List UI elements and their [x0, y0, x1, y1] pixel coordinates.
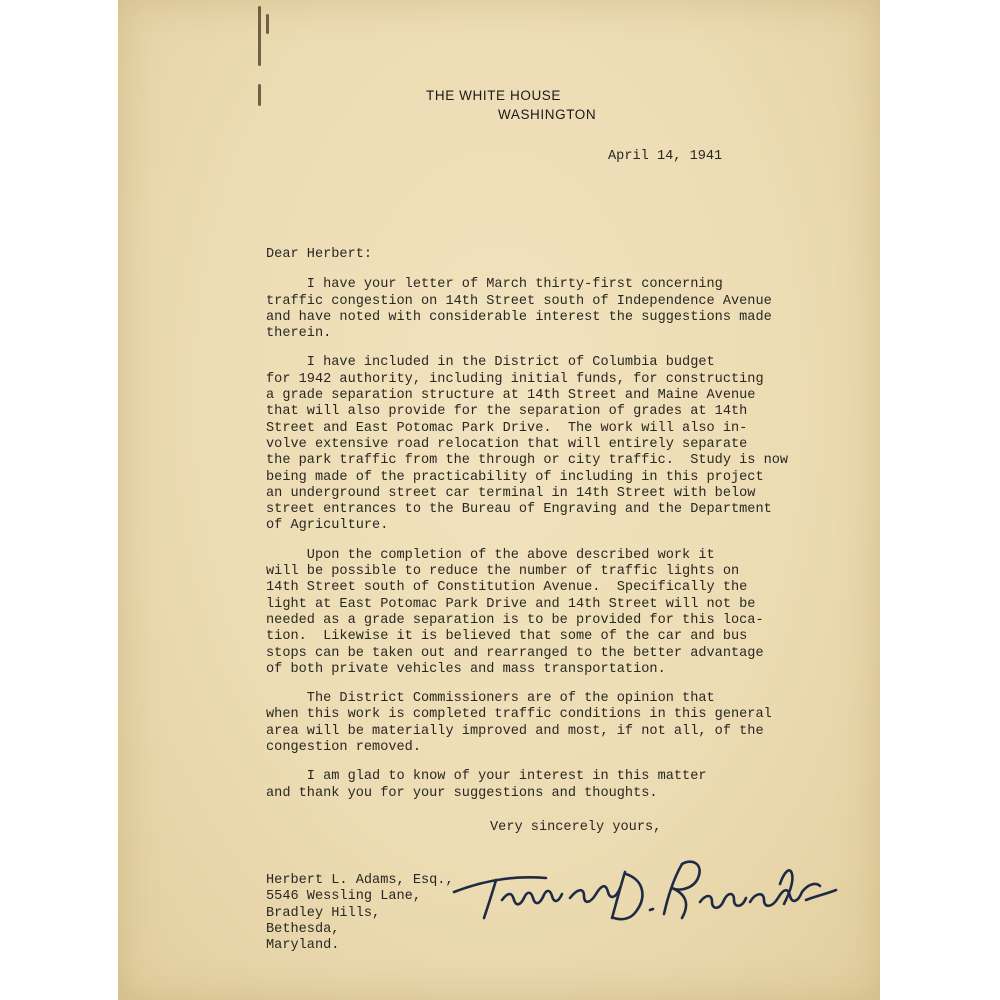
paragraph-line: I have included in the District of Columbia budget — [266, 355, 715, 371]
paragraph-line: street entrances to the Bureau of Engraving and the Department — [266, 502, 772, 518]
complimentary-closing: Very sincerely yours, — [490, 820, 662, 835]
paragraph-line: I am glad to know of your interest in this matter — [266, 769, 707, 785]
paragraph-line: a grade separation structure at 14th Street and Maine Avenue — [266, 388, 756, 404]
address-line: Maryland. — [266, 938, 340, 954]
paragraph-line: stops can be taken out and rearranged to the better advantage — [266, 645, 764, 661]
recipient-address — [266, 873, 454, 954]
paragraph-line: Upon the completion of the above described work it — [266, 547, 715, 563]
paragraph-line: an underground street car terminal in 14th Street with below — [266, 485, 756, 501]
paragraph-line: Street and East Potomac Park Drive. The work will also in- — [266, 420, 748, 436]
paragraph-line: needed as a grade separation is to be provided for this loca- — [266, 612, 764, 628]
paragraph-line: when this work is completed traffic conditions in this general — [266, 707, 772, 723]
staple-mark-1 — [258, 6, 261, 66]
salutation: Dear Herbert: — [266, 247, 373, 262]
signature-image — [450, 848, 845, 928]
paragraph — [266, 548, 846, 678]
staple-mark-2 — [266, 14, 269, 34]
paragraph-line: for 1942 authority, including initial funds, for constructing — [266, 371, 764, 387]
paragraph-line: volve extensive road relocation that will entirely separate — [266, 436, 748, 452]
letterhead-line1: THE WHITE HOUSE — [426, 88, 562, 103]
paragraph-line: tion. Likewise it is believed that some of the car and bus — [266, 629, 748, 645]
paragraph-line: being made of the practicability of including in this project — [266, 469, 764, 485]
paragraph-line: of Agriculture. — [266, 518, 389, 534]
address-line: 5546 Wessling Lane, — [266, 889, 421, 905]
letter-date: April 14, 1941 — [608, 149, 723, 164]
paragraph-line: area will be materially improved and most, if not all, of the — [266, 723, 764, 739]
paragraph — [266, 277, 846, 342]
letterhead-line2: WASHINGTON — [498, 107, 597, 122]
paragraph-line: will be possible to reduce the number of traffic lights on — [266, 564, 740, 580]
letter-body — [266, 247, 846, 815]
address-line: Bradley Hills, — [266, 905, 381, 921]
paragraph-line: the park traffic from the through or city traffic. Study is now — [266, 453, 789, 469]
signature — [450, 848, 845, 928]
paragraph — [266, 355, 846, 534]
paragraph-line: that will also provide for the separation of grades at 14th — [266, 404, 748, 420]
address-line: Herbert L. Adams, Esq., — [266, 873, 454, 888]
paragraph-line: 14th Street south of Constitution Avenue. Specifically the — [266, 580, 748, 596]
paragraph — [266, 769, 846, 802]
paragraph-line: traffic congestion on 14th Street south of Independence Avenue — [266, 293, 772, 309]
paragraph-line: light at East Potomac Park Drive and 14th Street will not be — [266, 596, 756, 612]
paragraph — [266, 691, 846, 756]
paragraph-line: of both private vehicles and mass transportation. — [266, 661, 666, 677]
paragraph-line: and have noted with considerable interest the suggestions made — [266, 309, 772, 325]
paragraph-line: congestion removed. — [266, 740, 421, 756]
address-line: Bethesda, — [266, 921, 340, 937]
paragraph-line: The District Commissioners are of the opinion that — [266, 691, 715, 707]
paragraph-line: therein. — [266, 326, 332, 342]
paragraph-line: and thank you for your suggestions and thoughts. — [266, 785, 658, 801]
staple-mark-3 — [258, 84, 261, 106]
paragraph-line: I have your letter of March thirty-first concerning — [266, 277, 723, 293]
